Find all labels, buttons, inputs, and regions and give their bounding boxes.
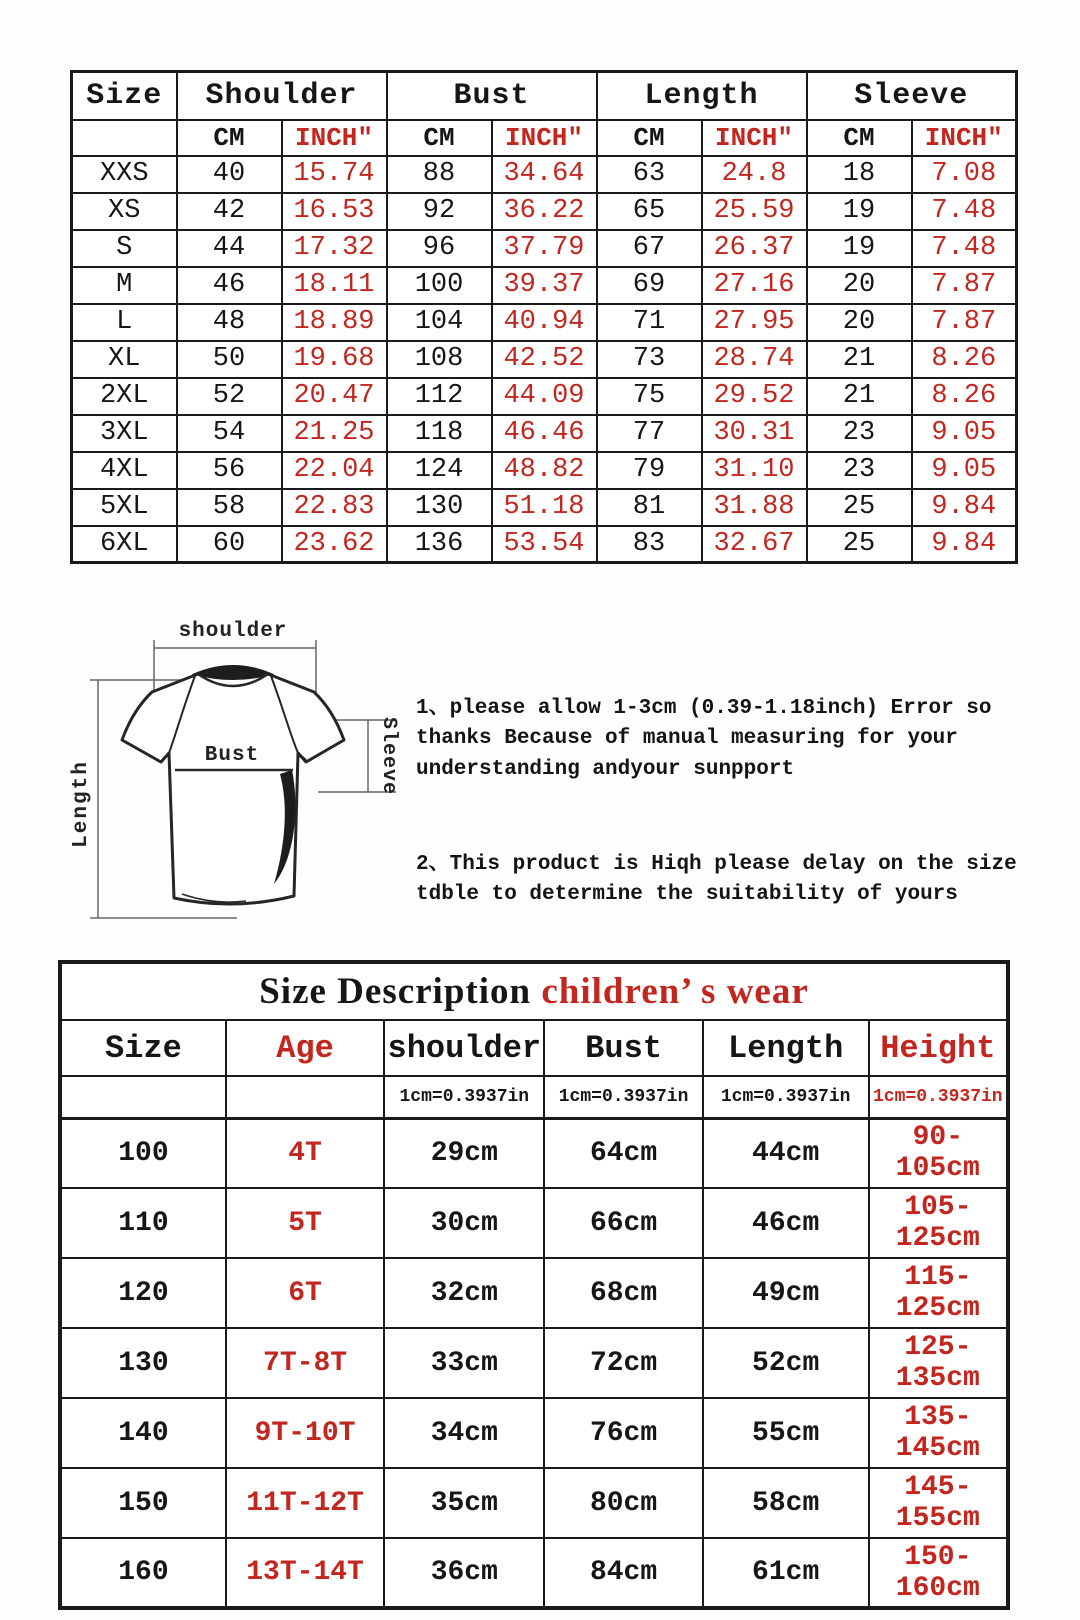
table-cell: 20 <box>807 267 912 304</box>
table-row <box>60 1398 1008 1468</box>
table-cell: 44 <box>177 230 282 267</box>
table-row <box>72 452 1017 489</box>
table-cell: 110 <box>60 1188 226 1258</box>
table-cell: 32.67 <box>702 526 807 563</box>
table-row <box>72 230 1017 267</box>
table-cell: 48 <box>177 304 282 341</box>
table-cell: XL <box>72 341 177 378</box>
table-cell: 105-125cm <box>869 1188 1008 1258</box>
table-cell: 150-160cm <box>869 1538 1008 1608</box>
note-size-table: 2、This product is Hiqh please delay on the size tdble to determine the suitability of yours <box>416 853 1017 907</box>
table-cell: 7.48 <box>912 230 1017 267</box>
table-cell: 9T-10T <box>226 1398 384 1468</box>
table-row <box>72 415 1017 452</box>
table-cell: 46.46 <box>492 415 597 452</box>
table-cell: 21.25 <box>282 415 387 452</box>
table-row <box>60 1538 1008 1608</box>
table-cell: 34.64 <box>492 156 597 193</box>
table-cell: 5XL <box>72 489 177 526</box>
table-row <box>60 1188 1008 1258</box>
collar <box>195 666 271 679</box>
table-cell: 53.54 <box>492 526 597 563</box>
note-measuring-error: 1、please allow 1-3cm (0.39-1.18inch) Error so thanks Because of manual measuring for your understanding andyour sunpport <box>416 697 992 781</box>
table-cell: 72cm <box>544 1328 702 1398</box>
table-cell: M <box>72 267 177 304</box>
table-cell: 27.16 <box>702 267 807 304</box>
unit-note: 1cm=0.3937in <box>384 1076 544 1118</box>
table-cell: 4T <box>226 1118 384 1188</box>
table-cell: 29cm <box>384 1118 544 1188</box>
children-header-height: Height <box>869 1020 1008 1076</box>
table-cell: 21 <box>807 341 912 378</box>
table-cell: 25 <box>807 489 912 526</box>
table-cell: 65 <box>597 193 702 230</box>
table-cell: 44cm <box>703 1118 869 1188</box>
table-cell: 8.26 <box>912 341 1017 378</box>
table-cell: 23 <box>807 415 912 452</box>
table-cell: 23.62 <box>282 526 387 563</box>
table-cell: 73 <box>597 341 702 378</box>
table-cell: 31.88 <box>702 489 807 526</box>
table-cell: 54 <box>177 415 282 452</box>
table-cell: L <box>72 304 177 341</box>
unit-note: 1cm=0.3937in <box>703 1076 869 1118</box>
table-cell: 39.37 <box>492 267 597 304</box>
table-cell: 20.47 <box>282 378 387 415</box>
unit-inch: INCH″ <box>912 120 1017 156</box>
table-cell: 8.26 <box>912 378 1017 415</box>
table-cell: 61cm <box>703 1538 869 1608</box>
children-header-length: Length <box>703 1020 869 1076</box>
table-cell: 145-155cm <box>869 1468 1008 1538</box>
table-cell: S <box>72 230 177 267</box>
table-cell: 6XL <box>72 526 177 563</box>
table-cell: 7.08 <box>912 156 1017 193</box>
table-cell: 96 <box>387 230 492 267</box>
table-cell: 24.8 <box>702 156 807 193</box>
table-cell: 9.05 <box>912 452 1017 489</box>
table-cell: 31.10 <box>702 452 807 489</box>
table-row <box>72 489 1017 526</box>
table-cell: 13T-14T <box>226 1538 384 1608</box>
table-cell: 150 <box>60 1468 226 1538</box>
table-cell: 26.37 <box>702 230 807 267</box>
diagram-label-length: Length <box>70 760 93 848</box>
table-cell: 100 <box>387 267 492 304</box>
table-cell: 6T <box>226 1258 384 1328</box>
table-cell: 104 <box>387 304 492 341</box>
adult-header-size: Size <box>72 72 177 120</box>
table-cell: 9.84 <box>912 526 1017 563</box>
table-cell: 75 <box>597 378 702 415</box>
table-cell: 135-145cm <box>869 1398 1008 1468</box>
table-cell: 30cm <box>384 1188 544 1258</box>
adult-header-bust: Bust <box>387 72 597 120</box>
table-cell: 69 <box>597 267 702 304</box>
table-cell: 21 <box>807 378 912 415</box>
table-cell: 30.31 <box>702 415 807 452</box>
table-cell: 32cm <box>384 1258 544 1328</box>
table-cell: 27.95 <box>702 304 807 341</box>
table-cell: 160 <box>60 1538 226 1608</box>
unit-note: 1cm=0.3937in <box>869 1076 1008 1118</box>
table-row <box>72 304 1017 341</box>
table-cell: 56 <box>177 452 282 489</box>
table-cell: 112 <box>387 378 492 415</box>
children-table-title <box>60 962 1008 1020</box>
table-row <box>60 1118 1008 1188</box>
table-cell: 88 <box>387 156 492 193</box>
table-cell: 46cm <box>703 1188 869 1258</box>
table-cell: 22.83 <box>282 489 387 526</box>
table-cell: 3XL <box>72 415 177 452</box>
table-cell: 66cm <box>544 1188 702 1258</box>
title-text-red: children’ s wear <box>541 971 809 1012</box>
table-cell: 35cm <box>384 1468 544 1538</box>
table-cell: 79 <box>597 452 702 489</box>
children-unit-row <box>60 1076 1008 1118</box>
table-cell: 7.87 <box>912 267 1017 304</box>
table-cell: 16.53 <box>282 193 387 230</box>
table-cell: 124 <box>387 452 492 489</box>
table-cell: 50 <box>177 341 282 378</box>
children-table-body <box>60 1118 1008 1608</box>
table-cell: 40.94 <box>492 304 597 341</box>
adult-header-length: Length <box>597 72 807 120</box>
table-cell: 48.82 <box>492 452 597 489</box>
table-cell: 115-125cm <box>869 1258 1008 1328</box>
table-row <box>60 1258 1008 1328</box>
table-cell: 63 <box>597 156 702 193</box>
diagram-label-bust: Bust <box>204 744 260 767</box>
table-cell: 118 <box>387 415 492 452</box>
table-cell: 84cm <box>544 1538 702 1608</box>
tshirt-drawing <box>122 666 344 904</box>
table-cell: 71 <box>597 304 702 341</box>
table-cell: 42 <box>177 193 282 230</box>
tshirt-measure-diagram <box>62 608 402 943</box>
unit-note: 1cm=0.3937in <box>544 1076 702 1118</box>
table-cell: 64cm <box>544 1118 702 1188</box>
table-cell: 83 <box>597 526 702 563</box>
table-cell: 18 <box>807 156 912 193</box>
diagram-label-shoulder: shoulder <box>178 620 288 643</box>
table-row <box>72 341 1017 378</box>
unit-cm: CM <box>807 120 912 156</box>
table-cell: 52cm <box>703 1328 869 1398</box>
table-row <box>60 1328 1008 1398</box>
table-cell: 125-135cm <box>869 1328 1008 1398</box>
table-cell: 23 <box>807 452 912 489</box>
children-size-table <box>58 960 1010 1610</box>
title-text-black: Size Description <box>259 971 542 1012</box>
table-cell: 77 <box>597 415 702 452</box>
table-row <box>72 156 1017 193</box>
table-cell: 5T <box>226 1188 384 1258</box>
table-cell: 140 <box>60 1398 226 1468</box>
table-row <box>60 1468 1008 1538</box>
table-cell: 120 <box>60 1258 226 1328</box>
table-cell: 36cm <box>384 1538 544 1608</box>
table-cell: XS <box>72 193 177 230</box>
table-cell: 68cm <box>544 1258 702 1328</box>
children-header-shoulder: shoulder <box>384 1020 544 1076</box>
empty-cell <box>72 120 177 156</box>
table-cell: 52 <box>177 378 282 415</box>
table-cell: 58 <box>177 489 282 526</box>
table-cell: 108 <box>387 341 492 378</box>
children-header-row <box>60 1020 1008 1076</box>
table-cell: 7T-8T <box>226 1328 384 1398</box>
table-cell: 130 <box>60 1328 226 1398</box>
table-cell: 20 <box>807 304 912 341</box>
table-cell: 36.22 <box>492 193 597 230</box>
unit-inch: INCH″ <box>282 120 387 156</box>
table-cell: 22.04 <box>282 452 387 489</box>
children-table-title-row <box>60 962 1008 1020</box>
adult-header-sleeve: Sleeve <box>807 72 1017 120</box>
children-header-age: Age <box>226 1020 384 1076</box>
table-cell: 136 <box>387 526 492 563</box>
table-cell: 42.52 <box>492 341 597 378</box>
unit-cm: CM <box>597 120 702 156</box>
table-cell: 4XL <box>72 452 177 489</box>
table-cell: 28.74 <box>702 341 807 378</box>
table-cell: 58cm <box>703 1468 869 1538</box>
table-cell: 44.09 <box>492 378 597 415</box>
children-header-size: Size <box>60 1020 226 1076</box>
table-cell: 11T-12T <box>226 1468 384 1538</box>
table-cell: 40 <box>177 156 282 193</box>
table-cell: 29.52 <box>702 378 807 415</box>
table-cell: 25 <box>807 526 912 563</box>
table-cell: 60 <box>177 526 282 563</box>
adult-header-shoulder: Shoulder <box>177 72 387 120</box>
table-cell: 49cm <box>703 1258 869 1328</box>
table-cell: 33cm <box>384 1328 544 1398</box>
table-cell: 25.59 <box>702 193 807 230</box>
adult-units-row <box>72 120 1017 156</box>
table-cell: 7.87 <box>912 304 1017 341</box>
table-cell: 18.11 <box>282 267 387 304</box>
empty-cell <box>60 1076 226 1118</box>
unit-cm: CM <box>177 120 282 156</box>
adult-table-body <box>72 156 1017 563</box>
table-cell: 55cm <box>703 1398 869 1468</box>
table-row <box>72 193 1017 230</box>
table-row <box>72 378 1017 415</box>
table-cell: 18.89 <box>282 304 387 341</box>
table-cell: 19 <box>807 193 912 230</box>
table-cell: 46 <box>177 267 282 304</box>
table-cell: 76cm <box>544 1398 702 1468</box>
adult-size-table <box>70 70 1018 564</box>
table-cell: 80cm <box>544 1468 702 1538</box>
table-cell: 9.84 <box>912 489 1017 526</box>
table-cell: XXS <box>72 156 177 193</box>
table-cell: 100 <box>60 1118 226 1188</box>
children-header-bust: Bust <box>544 1020 702 1076</box>
table-cell: 130 <box>387 489 492 526</box>
empty-cell <box>226 1076 384 1118</box>
table-cell: 51.18 <box>492 489 597 526</box>
unit-inch: INCH″ <box>492 120 597 156</box>
table-cell: 15.74 <box>282 156 387 193</box>
adult-header-row <box>72 72 1017 120</box>
table-cell: 19.68 <box>282 341 387 378</box>
table-cell: 90-105cm <box>869 1118 1008 1188</box>
table-row <box>72 526 1017 563</box>
table-cell: 9.05 <box>912 415 1017 452</box>
unit-cm: CM <box>387 120 492 156</box>
table-cell: 34cm <box>384 1398 544 1468</box>
diagram-label-sleeve: Sleeve <box>377 716 400 796</box>
table-cell: 19 <box>807 230 912 267</box>
table-row <box>72 267 1017 304</box>
table-cell: 2XL <box>72 378 177 415</box>
table-cell: 37.79 <box>492 230 597 267</box>
unit-inch: INCH″ <box>702 120 807 156</box>
table-cell: 81 <box>597 489 702 526</box>
table-cell: 92 <box>387 193 492 230</box>
table-cell: 7.48 <box>912 193 1017 230</box>
table-cell: 67 <box>597 230 702 267</box>
table-cell: 17.32 <box>282 230 387 267</box>
